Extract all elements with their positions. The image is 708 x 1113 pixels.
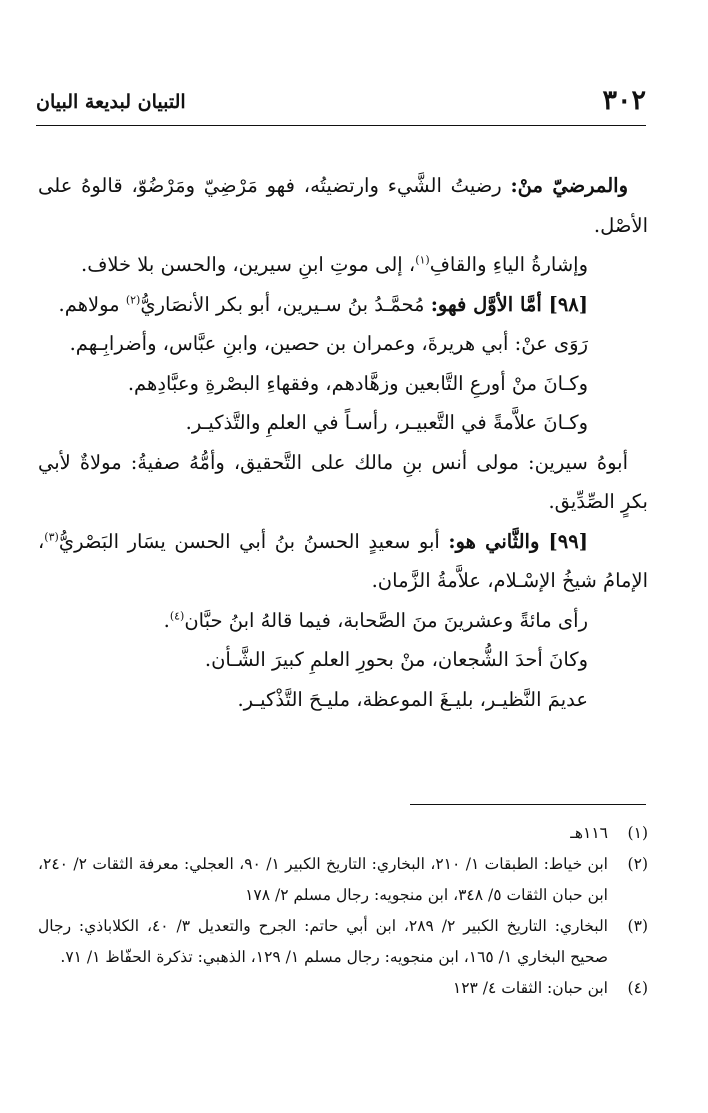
- footnote-ref[interactable]: (١): [415, 253, 430, 267]
- paragraph-adim: [38, 680, 648, 720]
- paragraph-text: وإشارةُ الياءِ والقافِ: [429, 253, 588, 276]
- paragraph-text: رَوَى عنْ: أبي هريرةَ، وعمران بن حصين، وابنِ عبَّاس، وأضرابِـهم.: [69, 332, 588, 355]
- footnote-number: (٣): [627, 917, 648, 935]
- paragraph-shujaan: [38, 640, 648, 680]
- footnote-number: (٤): [627, 979, 648, 997]
- footnote-text: ابن حبان: الثقات ٤/ ١٢٣: [452, 979, 608, 997]
- paragraph-text: عديمَ النَّظيـر، بليـغَ الموعظة، مليـحَ التَّذْكيـر.: [237, 687, 588, 711]
- footnote-number: (٢): [627, 855, 648, 873]
- paragraph-text-cont: ، الإمامُ شيخُ الإسْـلام، علاَّمةُ الزَّمان.: [38, 529, 648, 592]
- paragraph-raa: [38, 601, 648, 641]
- paragraph-marDi: [38, 166, 648, 245]
- entry-heading-98: [٩٨] أمَّا الأوَّل فهو:: [430, 292, 588, 316]
- footnote-divider: [410, 804, 646, 805]
- footnote-number: (١): [627, 824, 648, 842]
- footnote-text: ابن خياط: الطبقات ١/ ٢١٠، البخاري: التاريخ الكبير ١/ ٩٠، العجلي: معرفة الثقات ٢/ ٢٤٠، ابن حبان الثقات ٥/ ٣٤٨، ابن منجويه: رجال مسلم ٢/ ١٧٨: [38, 855, 608, 904]
- book-title: التبيان لبديعة البيان: [36, 91, 186, 113]
- paragraph-lead: والمرضيّ منْ:: [510, 174, 628, 197]
- paragraph-text: مُحمَّـدُ بنُ سـيرين، أبو بكر الأنصَاريُّ: [140, 292, 431, 316]
- paragraph-father: [38, 443, 648, 522]
- paragraph-text: وكانَ أحدَ الشُّجعان، منْ بحورِ العلمِ كبيرَ الشَّـأن.: [204, 648, 588, 671]
- paragraph-text: أبوهُ سيرين: مولى أنس بنِ مالك على التَّحقيق، وأمُّهُ صفيةُ: مولاةٌ لأبي بكرٍ الصِّدِّيق.: [38, 450, 648, 513]
- paragraph-text-cont: ، إلى موتِ ابنِ سيرين، والحسن بلا خلاف.: [81, 253, 416, 276]
- footnote-ref[interactable]: (٢): [125, 293, 141, 306]
- paragraph-text: أبو سعيدٍ الحسنُ بنُ أبي الحسن يسَار البَصْريُّ: [58, 529, 449, 553]
- footnotes: [38, 818, 648, 1004]
- paragraph-awra: [38, 364, 648, 404]
- footnote-item: [38, 973, 648, 1004]
- entry-heading-99: [٩٩] والثَّاني هو:: [448, 529, 588, 553]
- header-divider: [36, 125, 646, 126]
- footnote-ref[interactable]: (٣): [44, 530, 59, 543]
- page-number: ٣٠٢: [602, 85, 646, 116]
- paragraph-text: رأى مائةً وعشرينَ منَ الصَّحابة، فيما قالهُ ابنُ حبَّان: [184, 608, 588, 632]
- footnote-text: البخاري: التاريخ الكبير ٢/ ٢٨٩، ابن أبي حاتم: الجرح والتعديل ٣/ ٤٠، الكلاباذي: رجال صحيح البخاري ١/ ١٦٥، ابن منجويه: رجال مسلم ١/ ١٢٩، الذهبي: تذكرة الحفّاظ ١/ ٧١.: [38, 917, 608, 966]
- paragraph-text-cont: مولاهم.: [58, 292, 126, 316]
- paragraph-rawa: [38, 324, 648, 364]
- paragraph-text-cont: .: [163, 608, 170, 632]
- paragraph-text: وكـانَ علاَّمةً في التَّعبيـر، رأسـاً في العلمِ والتَّذكيـر.: [185, 411, 588, 434]
- footnote-item: [38, 818, 648, 849]
- footnote-item: [38, 849, 648, 911]
- paragraph-text: رضيتُ الشَّيء وارتضيتُه، فهو مَرْضِيّ ومَرْضُوّ، قالوهُ على الأصْل.: [38, 174, 648, 237]
- footnote-text: ١١٦هـ: [570, 824, 608, 842]
- paragraph-ishara: [38, 245, 648, 285]
- paragraph-text: وكـانَ منْ أورعِ التَّابعين وزهَّادهم، وفقهاءِ البصْرةِ وعبَّادِهم.: [127, 371, 588, 395]
- main-text: [38, 166, 648, 719]
- running-header: [36, 86, 646, 120]
- paragraph-entry-99: [38, 522, 648, 601]
- paragraph-allama: [38, 403, 648, 443]
- paragraph-entry-98: [38, 285, 648, 325]
- footnote-item: [38, 911, 648, 973]
- footnote-ref[interactable]: (٤): [169, 609, 185, 622]
